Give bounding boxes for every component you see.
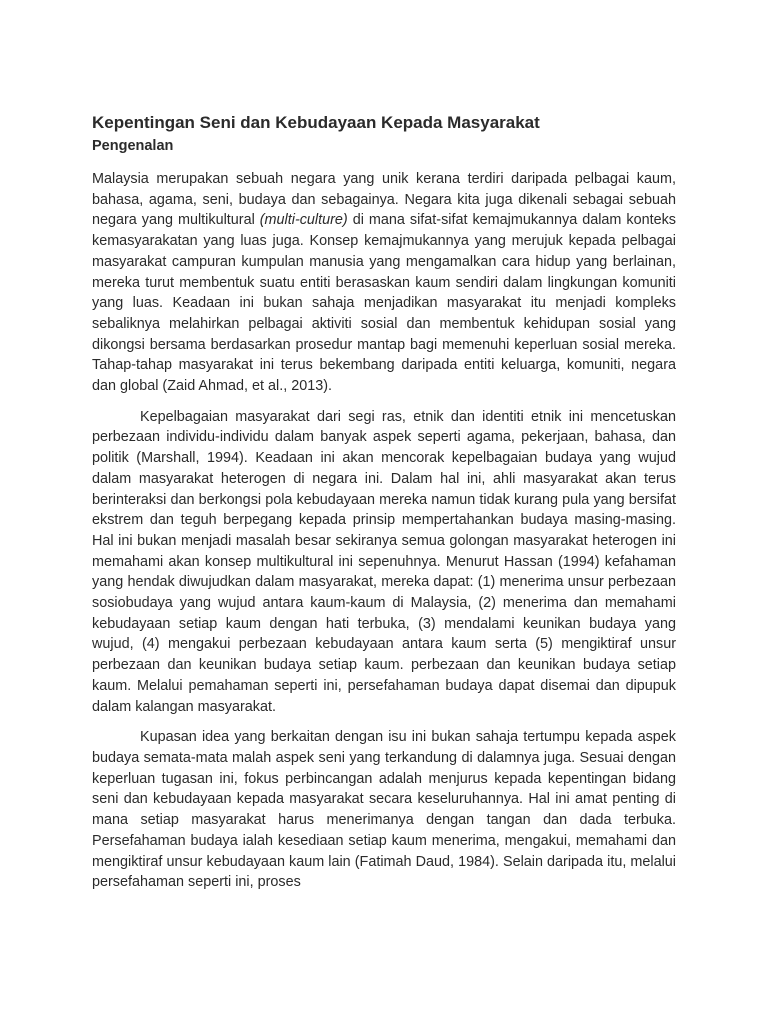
section-heading: Pengenalan <box>92 138 174 154</box>
paragraph-intro-text-1: Malaysia merupakan sebuah negara yang unik kerana terdiri daripada pelbagai kaum, bahasa, agama, seni, budaya dan sebagainya. Negara kita juga dikenali sebagai sebuah negara yang multikultural <box>92 171 676 229</box>
document-title: Kepentingan Seni dan Kebudayaan Kepada Masyarakat <box>92 113 540 132</box>
document-page <box>92 112 676 893</box>
paragraph-intro-italic-term: (multi-culture) <box>259 212 348 229</box>
paragraph-intro <box>92 169 676 397</box>
paragraph-focus: Kupasan idea yang berkaitan dengan isu ini bukan sahaja tertumpu kepada aspek budaya semata-mata malah aspek seni yang terkandung di dalamnya juga. Sesuai dengan keperluan tugasan ini, fokus perbincangan adalah menjurus kepada kepentingan bidang seni dan kebudayaan kepada masyarakat secara keseluruhannya. Hal ini amat penting di mana setiap masyarakat harus menerimanya dengan tangan dan dada terbuka. Persefahaman budaya ialah kesediaan setiap kaum menerima, mengakui, memahami dan mengiktiraf unsur kebudayaan kaum lain (Fatimah Daud, 1984). Selain daripada itu, melalui persefahaman seperti ini, proses <box>92 729 676 891</box>
paragraph-intro-text-2: di mana sifat-sifat kemajmukannya dalam konteks kemasyarakatan yang luas juga. Konsep kemajmukannya yang merujuk kepada pelbagai masyarakat campuran kumpulan manusia yang mengamalkan cara hidup yang berlainan, mereka turut membentuk suatu entiti berasaskan kaum sendiri dalam lingkungan komuniti yang luas. Keadaan ini bukan sahaja menjadikan masyarakat itu menjadi kompleks sebaliknya melahirkan pelbagai aktiviti sosial dan membentuk kehidupan sosial yang dikongsi bersama berdasarkan prosedur mantap bagi memenuhi keperluan sosial mereka. Tahap-tahap masyarakat ini terus bekembang daripada entiti keluarga, komuniti, negara dan global (Zaid Ahmad, et al., 2013). <box>92 212 676 395</box>
paragraph-diversity: Kepelbagaian masyarakat dari segi ras, etnik dan identiti etnik ini mencetuskan perbezaan individu-individu dalam banyak aspek seperti agama, pekerjaan, bahasa, dan politik (Marshall, 1994). Keadaan ini akan mencorak kepelbagaian budaya yang wujud dalam masyarakat heterogen di negara ini. Dalam hal ini, ahli masyarakat akan terus berinteraksi dan berkongsi pola kebudayaan mereka namun tidak kurang pula yang bersifat ekstrem dan teguh berpegang kepada prinsip mempertahankan budaya masing-masing. Hal ini bukan menjadi masalah besar sekiranya semua golongan masyarakat heterogen ini memahami akan konsep multikultural ini sepenuhnya. Menurut Hassan (1994) kefahaman yang hendak diwujudkan dalam masyarakat, mereka dapat: (1) menerima unsur perbezaan sosiobudaya yang wujud antara kaum-kaum di Malaysia, (2) menerima dan memahami kebudayaan setiap kaum dengan hati terbuka, (3) mendalami keunikan budaya yang wujud, (4) mengakui perbezaan kebudayaan antara kaum serta (5) mengiktiraf unsur perbezaan dan keunikan budaya setiap kaum. perbezaan dan keunikan budaya setiap kaum. Melalui pemahaman seperti ini, persefahaman budaya dapat disemai dan dipupuk dalam kalangan masyarakat. <box>92 408 676 715</box>
